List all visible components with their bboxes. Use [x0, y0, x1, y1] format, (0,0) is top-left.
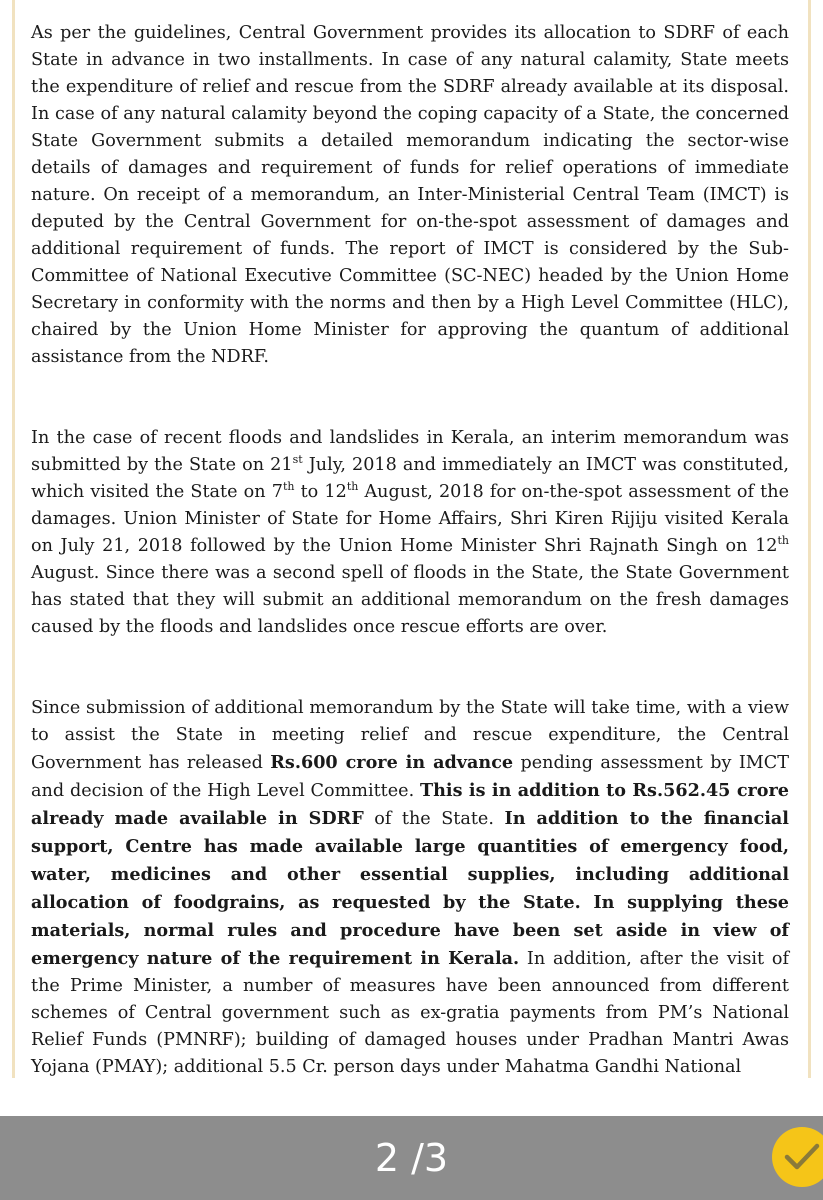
paragraph-1-text: As per the guidelines, Central Government provides its allocation to SDRF of each State in advance in two installments. In case of any natural calamity, State meets the expenditure of relief and rescue from the SDRF already available at its disposal. In case of any natural calamity beyond the coping capacity of a State, the concerned State Government submits a detailed memorandum indicating the sector-wise details of damages and requirement of funds for relief operations of immediate nature. On receipt of a memorandum, an Inter-Ministerial Central Team (IMCT) is deputed by the Central Government for on-the-spot assessment of damages and additional requirement of funds. The report of IMCT is considered by the Sub-Committee of National Executive Committee (SC-NEC) headed by the Union Home Secretary in conformity with the norms and then by a High Level Committee (HLC), chaired by the Union Home Minister for approving the quantum of additional assistance from the NDRF. — [31, 23, 789, 367]
bold-text: In addition to the financial support, Centre has made available large quantities of emergency food, water, medicines and other essential supplies, including additional allocation of foodgrains, as requested by the State. In supplying these materials, normal rules and procedure have been set aside in view of emergency nature of the requirement in Kerala. — [31, 808, 789, 969]
paragraph-2-span: August, 2018 for on-the-spot assessment of the damages. Union Minister of State for Home Affairs, Shri Kiren Rijiju visited Kerala on July 21, 2018 followed by the Union Home Minister Shri Rajnath Singh on 12 — [31, 482, 789, 556]
paragraph-2-span: to 12 — [294, 482, 347, 502]
ordinal-suffix: st — [292, 453, 303, 466]
ordinal-suffix: th — [282, 480, 295, 493]
paragraph-2 — [31, 425, 789, 641]
paragraph-2-span: July, 2018 and immediately an IMCT was constituted, which visited the State on 7 — [31, 455, 789, 502]
paragraph-3-span: pending assessment by IMCT and decision of the High Level Committee. — [31, 753, 790, 801]
right-margin-rule — [808, 0, 811, 1078]
paragraph-2-span: In the case of recent floods and landslides in Kerala, an interim memorandum was submitted by the State on 21 — [31, 428, 789, 475]
page-indicator: 2 /3 — [374, 1136, 449, 1180]
paragraph-3-span: In addition, after the visit of the Prime Minister, a number of measures have been announced from different schemes of Central government such as ex-gratia payments from PM’s National Relief Funds (PMNRF); building of damaged houses under Pradhan Mantri Awas Yojana (PMAY); additional 5.5 Cr. person days under Mahatma Gandhi National — [31, 949, 789, 1077]
document-text — [31, 20, 789, 1081]
viewer-footer-bar — [0, 1116, 823, 1200]
done-button[interactable] — [772, 1127, 823, 1187]
bold-text: This is in addition to Rs.562.45 crore already made available in SDRF — [31, 780, 789, 829]
checkmark-icon — [784, 1141, 820, 1173]
bold-text: Rs.600 crore in advance — [270, 752, 514, 773]
ordinal-suffix: th — [777, 534, 789, 547]
paragraph-3-span: of the State. — [363, 809, 505, 829]
paragraph-1 — [31, 20, 789, 371]
paragraph-3 — [31, 695, 789, 1081]
ordinal-suffix: th — [346, 480, 359, 493]
paragraph-3-span: Since submission of additional memorandum by the State will take time, with a view to assist the State in meeting relief and rescue expenditure, the Central Government has released — [31, 698, 789, 773]
paragraph-2-span: August. Since there was a second spell of floods in the State, the State Government has stated that they will submit an additional memorandum on the fresh damages caused by the floods and landslides once rescue efforts are over. — [31, 563, 789, 637]
left-margin-rule — [12, 0, 15, 1078]
